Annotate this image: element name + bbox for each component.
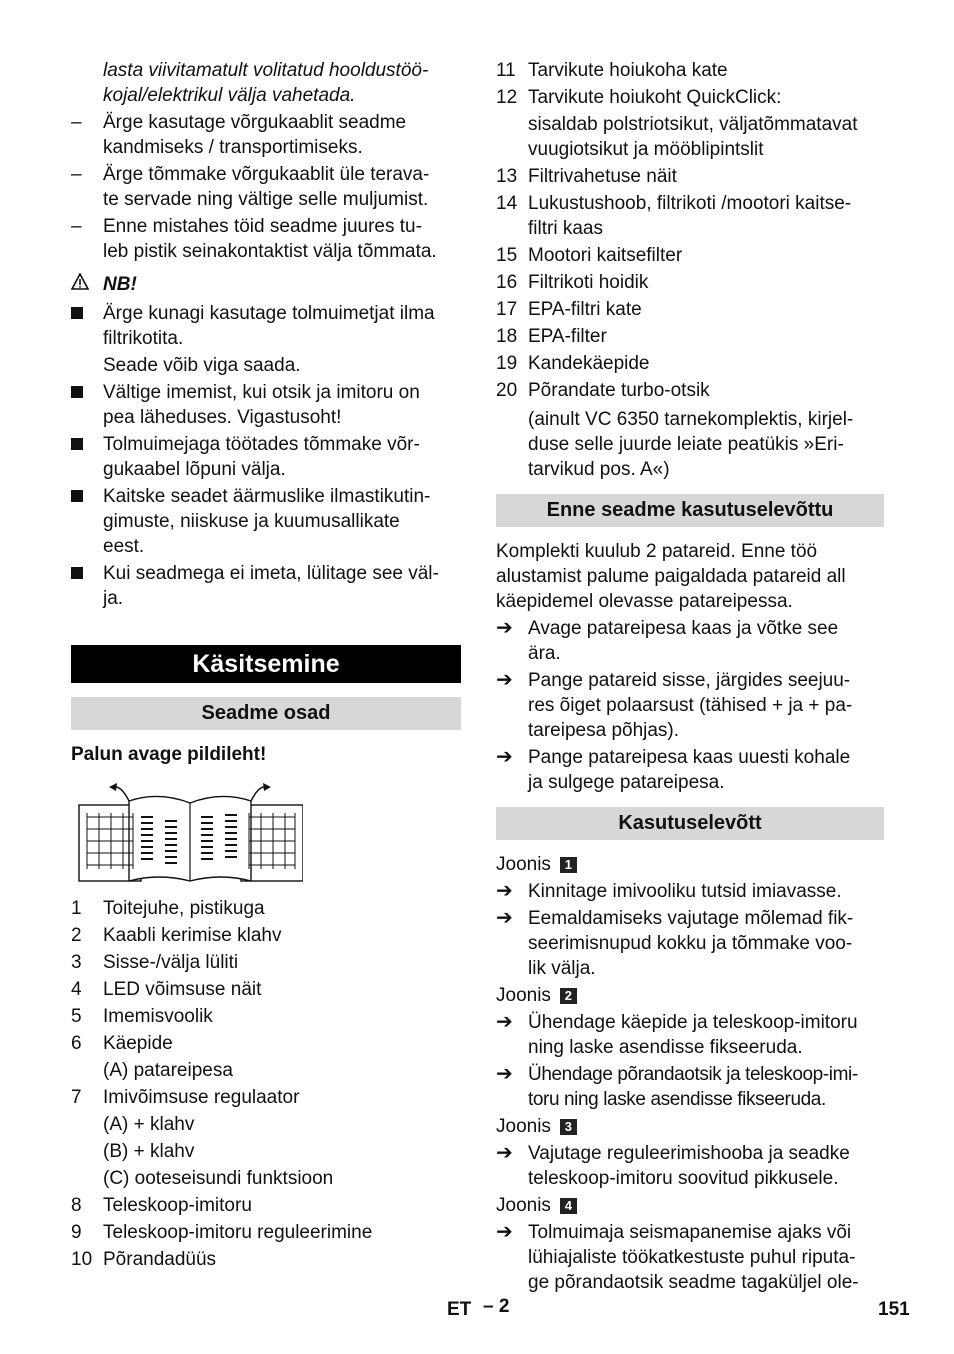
list-item: 9 Teleskoop-imitoru reguleerimine <box>71 1222 373 1243</box>
step-item: ➔ Ühendage käepide ja teleskoop-imitoru ning laske asendisse fikseeruda. <box>496 1011 858 1058</box>
open-page-note: Palun avage pildileht! <box>71 744 267 765</box>
square-bullet-icon <box>71 307 83 319</box>
list-item: 19 Kandekäepide <box>496 353 650 374</box>
footer-sub-page: – 2 <box>483 1296 510 1317</box>
list-item: 8 Teleskoop-imitoru <box>71 1195 252 1216</box>
step-item: ➔ Pange patareipesa kaas uuesti kohale ja sulgege patareipesa. <box>496 746 851 793</box>
batteries-text: Komplekti kuulub 2 patareid. Enne töö alustamist palume paigaldada patareid all käepidemel olevasse patareipessa. <box>496 541 846 612</box>
section-title-commissioning: Kasutuselevõtt <box>496 807 884 840</box>
left-column: lasta viivitamatult volitatud hooldustöö- kojal/elektrikul välja vahetada. – Ärge kasutage võrgukaablit seadme kandmiseks / transportimiseks. – Ärge tõmmake võrgukaablit üle terava- te servade ning vältige selle muljumist. – Enne mistahes töid seadme juures tu- leb pistik seinakontaktist välja tõmmata. NB! Ärge kunagi kasutage tolmuimetjat ilma filtrikotita. Seade võib viga saada. Vältige imemist, kui otsik ja imitoru on pea läheduses. Vigastusoht! Tolmuimejaga töötades tõmmake võr- gukaabel lõpuni välja. Kaitske seadet äärmuslike ilmastikutin- gimuste, niiskuse ja kuumusallikate eest. Kui seadmega ei imeta, lülitage see väl- ja. Käsitsemine Seadme osad Palun avage pildileht! 1 Toitejuhe, pistikuga 2 Kaabli kerimise klahv 3 Sisse-/välja lüliti 4 LED võimsuse näit 5 Imemisvoolik 6 Käepide (A) patareipesa 7 Imivõimsuse regulaator (A) + klahv (B) + klahv (C) ooteseisundi funktsioon 8 Teleskoop-imitoru 9 Teleskoop-imitoru reguleerimine 10 Põrandadüüs <box>71 58 461 1274</box>
list-item: 4 LED võimsuse näit <box>71 979 262 1000</box>
list-item: 5 Imemisvoolik <box>71 1006 213 1027</box>
figure-number-badge: 2 <box>560 988 577 1004</box>
step-item: ➔ Tolmuimaja seismapanemise ajaks või lühiajaliste töökatkestuste puhul riputa- ge põrandaotsik seadme tagaküljel ole- <box>496 1221 859 1293</box>
arrow-right-icon: ➔ <box>496 617 513 639</box>
figure-number-badge: 4 <box>560 1198 577 1214</box>
list-item: – Enne mistahes töid seadme juures tu- leb pistik seinakontaktist välja tõmmata. <box>71 216 437 262</box>
figure-ref: Joonis 4 <box>496 1193 884 1218</box>
list-item: Kui seadmega ei imeta, lülitage see väl- ja. <box>71 561 461 611</box>
footer-lang: ET <box>447 1299 472 1320</box>
step-item: ➔ Vajutage reguleerimishooba ja seadke teleskoop-imitoru soovitud pikkusele. <box>496 1142 850 1189</box>
page-number: 151 <box>878 1299 910 1320</box>
list-item: Tolmuimejaga töötades tõmmake võr- gukaabel lõpuni välja. <box>71 432 461 482</box>
square-bullet-icon <box>71 567 83 579</box>
arrow-right-icon: ➔ <box>496 880 513 902</box>
list-item: – Ärge tõmmake võrgukaablit üle terava- te servade ning vältige selle muljumist. <box>71 164 430 210</box>
step-item: ➔ Ühendage põrandaotsik ja teleskoop-imi- toru ning laske asendisse fikseeruda. <box>496 1063 858 1110</box>
square-bullet-icon <box>71 386 83 398</box>
list-item: 17 EPA-filtri kate <box>496 299 642 320</box>
list-item: 16 Filtrikoti hoidik <box>496 272 649 293</box>
list-item: 12 Tarvikute hoiukoht QuickClick: <box>496 87 782 108</box>
list-item: Ärge kunagi kasutage tolmuimetjat ilma filtrikotita. <box>71 301 461 351</box>
arrow-right-icon: ➔ <box>496 1221 513 1243</box>
figure-number-badge: 1 <box>560 857 577 873</box>
intro-text: lasta viivitamatult volitatud hooldustöö- kojal/elektrikul välja vahetada. <box>103 60 429 106</box>
arrow-right-icon: ➔ <box>496 907 513 929</box>
figure-number-badge: 3 <box>560 1119 577 1135</box>
square-bullet-icon <box>71 438 83 450</box>
section-title: Käsitsemine <box>71 645 461 683</box>
list-item: 10 Põrandadüüs <box>71 1249 217 1270</box>
arrow-right-icon: ➔ <box>496 1063 513 1085</box>
arrow-right-icon: ➔ <box>496 669 513 691</box>
list-item: 6 Käepide <box>71 1033 173 1054</box>
list-item: 14 Lukustushoob, filtrikoti /mootori kaitse- <box>496 193 852 214</box>
list-item: Vältige imemist, kui otsik ja imitoru on pea läheduses. Vigastusoht! <box>71 380 461 430</box>
warning-triangle-icon <box>71 272 103 297</box>
figure-ref: Joonis 3 <box>496 1114 884 1139</box>
list-item: 2 Kaabli kerimise klahv <box>71 925 282 946</box>
step-item: ➔ Avage patareipesa kaas ja võtke see ära. <box>496 617 839 664</box>
step-item: ➔ Eemaldamiseks vajutage mõlemad fik- seerimisnupud kokku ja tõmmake voo- lik välja. <box>496 907 854 979</box>
list-item: 18 EPA-filter <box>496 326 607 347</box>
subsection-title: Seadme osad <box>71 697 461 730</box>
list-item: 13 Filtrivahetuse näit <box>496 166 677 187</box>
list-item: 1 Toitejuhe, pistikuga <box>71 898 265 919</box>
nb-notice: NB! <box>71 272 461 297</box>
list-item: – Ärge kasutage võrgukaablit seadme kandmiseks / transportimiseks. <box>71 112 407 158</box>
list-item: 15 Mootori kaitsefilter <box>496 245 683 266</box>
right-column <box>496 58 884 1297</box>
list-item: 11 Tarvikute hoiukoha kate <box>496 60 728 81</box>
step-item: ➔ Pange patareid sisse, järgides seejuu- res õiget polaarsust (tähised + ja + pa- tareipesa põhjas). <box>496 669 853 741</box>
arrow-right-icon: ➔ <box>496 1142 513 1164</box>
list-item: 3 Sisse-/välja lüliti <box>71 952 239 973</box>
list-item: Kaitske seadet äärmuslike ilmastikutin- gimuste, niiskuse ja kuumusallikate eest. <box>71 484 461 559</box>
list-item: 20 Põrandate turbo-otsik <box>496 380 710 401</box>
section-title-before-use: Enne seadme kasutuselevõttu <box>496 494 884 527</box>
step-item: ➔ Kinnitage imivooliku tutsid imiavasse. <box>496 880 842 902</box>
square-bullet-icon <box>71 490 83 502</box>
figure-ref: Joonis 1 <box>496 852 884 877</box>
parts-list-right: 11 Tarvikute hoiukoha kate 12 Tarvikute hoiukoht QuickClick: sisaldab polstriotsikut, väljatõmmatavat vuugiotsikut ja mööblipintslit 13 Filtrivahetuse näit 14 Lukustushoob, filtrikoti /mootori kaitse- filtri kaas 15 Mootori kaitsefilter 16 Filtrikoti hoidik 17 EPA-filtri kate 18 EPA-filter 19 Kandekäepide 20 Põrandate turbo-otsik (ainult VC 6350 tarnekomplektis, kirjel- duse selle juurde leiate peatükis »Eri- tarvikud pos. A«) <box>496 58 884 482</box>
arrow-right-icon: ➔ <box>496 1011 513 1033</box>
open-book-icon <box>77 777 461 892</box>
arrow-right-icon: ➔ <box>496 746 513 768</box>
list-item: 7 Imivõimsuse regulaator <box>71 1087 300 1108</box>
figure-ref: Joonis 2 <box>496 983 884 1008</box>
parts-list-left: 1 Toitejuhe, pistikuga 2 Kaabli kerimise klahv 3 Sisse-/välja lüliti 4 LED võimsuse näit 5 Imemisvoolik 6 Käepide (A) patareipesa 7 Imivõimsuse regulaator (A) + klahv (B) + klahv (C) ooteseisundi funktsioon 8 Teleskoop-imitoru 9 Teleskoop-imitoru reguleerimine 10 Põrandadüüs <box>71 896 461 1272</box>
